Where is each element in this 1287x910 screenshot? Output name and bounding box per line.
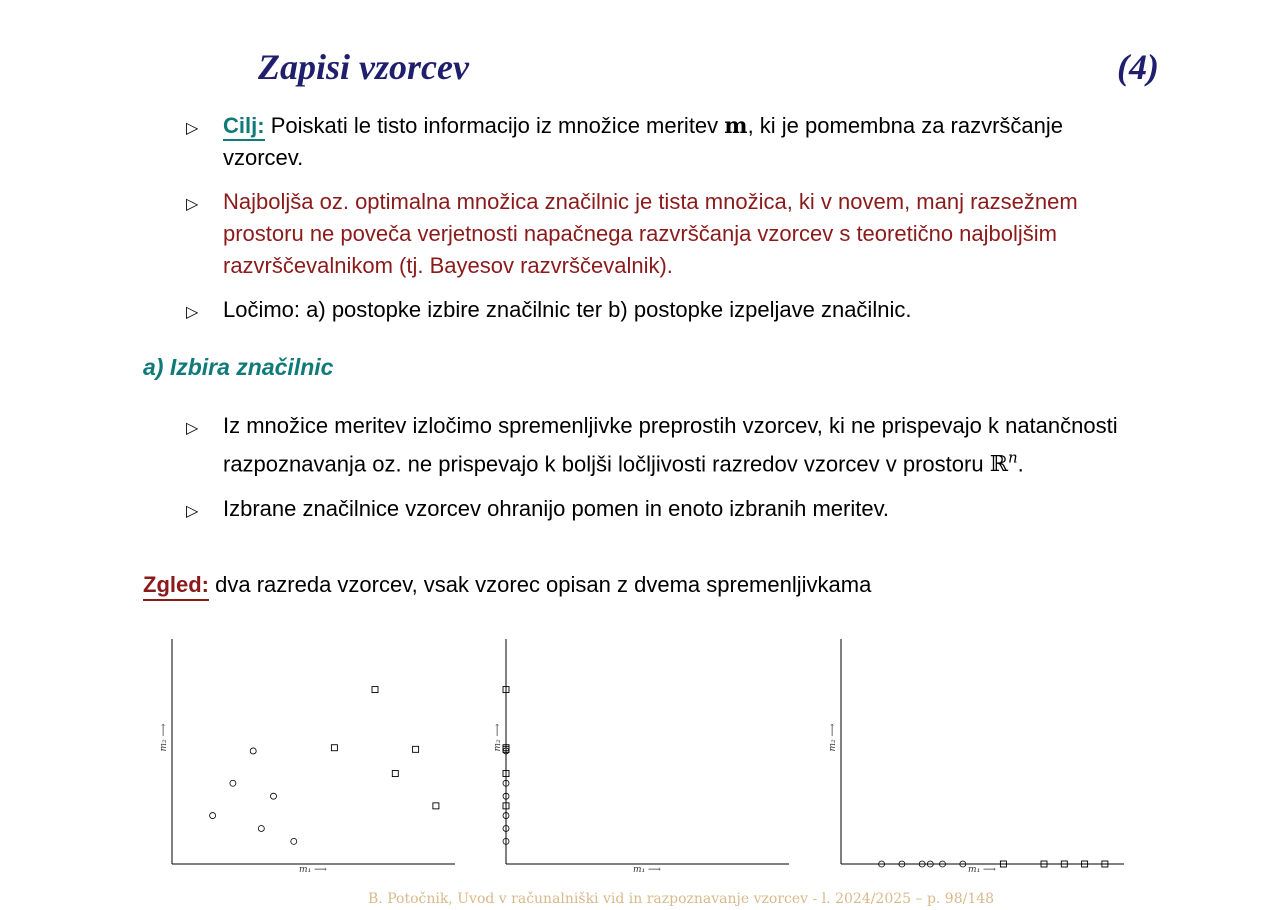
y-axis-label: m₂ ⟶ <box>828 723 838 752</box>
square-point <box>372 687 378 693</box>
circle-point <box>291 838 297 844</box>
section-heading: a) Izbira značilnic <box>143 354 334 380</box>
slide-title: Zapisi vzorcev <box>258 47 469 87</box>
square-point <box>413 746 419 752</box>
rn-exponent: n <box>1007 449 1018 467</box>
x-axis-label: m₁ ⟶ <box>299 865 327 875</box>
square-point <box>331 745 337 751</box>
circle-point <box>230 780 236 786</box>
x-axis-label: m₁ ⟶ <box>633 865 661 875</box>
optimal-set-text: Najboljša oz. optimalna množica značilnic je tista množica, ki v novem, manj razsežnem prostoru ne poveča verjetnosti napačnega razvrščanja vzorcev s teoretično najboljšim razvrščevalnikom (tj. Bayesov razvrščevalnik). <box>223 189 1078 278</box>
goal-text-after: , ki je pomembna za razvrščanje vzorcev. <box>223 113 1064 170</box>
circle-point <box>210 813 216 819</box>
goal-math-symbol: m <box>724 113 748 139</box>
circle-point <box>258 825 264 831</box>
distinguish-text: Ločimo: a) postopke izbire značilnic ter b) postopke izpeljave značilnic. <box>223 297 912 322</box>
square-point <box>433 803 439 809</box>
rn-symbol: ℝ <box>989 452 1008 478</box>
triangle-bullet-icon: ▷ <box>186 418 199 437</box>
slide-number: (4) <box>1117 47 1159 87</box>
y-axis-label: m₂ ⟶ <box>493 723 503 752</box>
eliminate-text-after: . <box>1017 451 1024 477</box>
circle-point <box>250 748 256 754</box>
square-point <box>392 771 398 777</box>
example-label: Zgled: <box>143 572 209 601</box>
x-axis-label: m₁ ⟶ <box>968 865 996 875</box>
eliminate-text-before: Iz množice meritev izločimo spremenljivke preprostih vzorcev, ki ne prispevajo k natančnosti razpoznavanja oz. ne prispevajo k boljši ločljivosti razredov vzorcev v prostoru <box>223 413 1118 477</box>
goal-label: Cilj: <box>223 113 265 141</box>
slide-footer: B. Potočnik, Uvod v računalniški vid in razpoznavanje vzorcev - l. 2024/2025 – p. 98/148 <box>368 891 995 907</box>
triangle-bullet-icon: ▷ <box>186 302 199 321</box>
triangle-bullet-icon: ▷ <box>186 501 199 521</box>
circle-point <box>271 793 277 799</box>
goal-text-before: Poiskati le tisto informacijo iz množice meritev <box>270 113 725 138</box>
y-axis-label: m₂ ⟶ <box>159 723 169 752</box>
example-text: dva razreda vzorcev, vsak vzorec opisan z dvema spremenljivkama <box>215 572 872 597</box>
preserve-text: Izbrane značilnice vzorcev ohranijo pomen in enoto izbranih meritev. <box>223 496 890 522</box>
triangle-bullet-icon: ▷ <box>186 194 199 213</box>
triangle-bullet-icon: ▷ <box>186 118 199 137</box>
